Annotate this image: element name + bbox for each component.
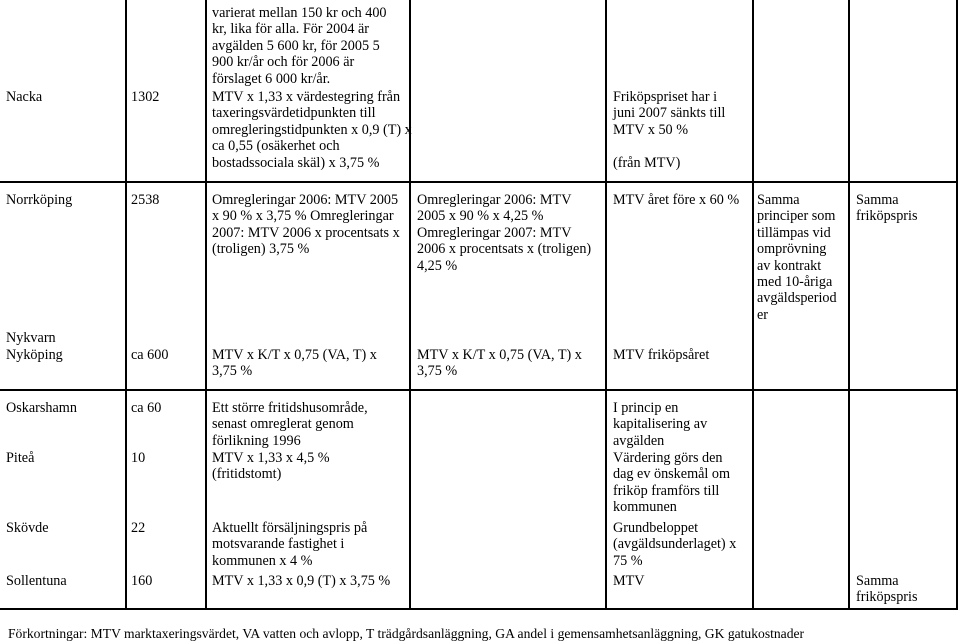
purchase-nacka-note: (från MTV) (613, 155, 681, 171)
purchase-nacka: Friköpspriset har i juni 2007 sänkts till MTV x 50 % (613, 89, 726, 138)
rule-norrkoping-2: Omregleringar 2006: MTV 2005 x 90 % x 4,25 % Omregleringar 2007: MTV 2006 x procentsats x (troligen) 4,25 % (417, 192, 592, 274)
grid-line-right (956, 0, 958, 610)
municipality-skovde: Skövde (6, 520, 49, 536)
municipality-pitea: Piteå (6, 450, 35, 466)
purchase-pitea: Värdering görs den dag ev önskemål om friköp framförs till kommunen (613, 450, 731, 516)
municipality-nykoping: Nyköping (6, 347, 63, 363)
purchase-nykoping: MTV friköpsåret (613, 347, 710, 363)
rule-skovde: Aktuellt försäljningspris på motsvarande fastighet i kommunen x 4 % (212, 520, 368, 569)
grid-line-row2 (0, 389, 958, 391)
continued-cell-text: varierat mellan 150 kr och 400 kr, lika för alla. För 2004 är avgälden 5 600 kr, för 2005 5 900 kr/år och för 2006 är förslaget 6 000 kr/år. (212, 5, 387, 87)
area-nacka: 1302 (131, 89, 160, 105)
purchase-oskarshamn: I princip en kapitalisering av avgälden (613, 400, 708, 449)
municipality-sollentuna: Sollentuna (6, 573, 67, 589)
grid-line-row1 (0, 181, 958, 183)
grid-line-col2 (205, 0, 207, 610)
area-sollentuna: 160 (131, 573, 153, 589)
price-norrkoping: Samma friköpspris (856, 192, 918, 225)
purchase-norrkoping: MTV året före x 60 % (613, 192, 740, 208)
purchase-skovde: Grundbeloppet (avgäldsunderlaget) x 75 % (613, 520, 737, 569)
grid-line-col1 (125, 0, 127, 610)
rule-pitea: MTV x 1,33 x 4,5 % (fritidstomt) (212, 450, 330, 483)
rule-oskarshamn: Ett större fritidshusområde, senast omreglerat genom förlikning 1996 (212, 400, 368, 449)
purchase-sollentuna: MTV (613, 573, 645, 589)
abbreviations-footnote: Förkortningar: MTV marktaxeringsvärdet, VA vatten och avlopp, T trädgårdsanläggning, GA andel i gemensamhetsanläggning, GK gatukostnader (8, 626, 805, 641)
municipality-nacka: Nacka (6, 89, 43, 105)
rule-nykoping: MTV x K/T x 0,75 (VA, T) x 3,75 % (212, 347, 377, 380)
price-sollentuna: Samma friköpspris (856, 573, 918, 606)
grid-line-bottom (0, 608, 958, 610)
municipality-norrkoping: Norrköping (6, 192, 73, 208)
grid-line-col6 (848, 0, 850, 610)
area-oskarshamn: ca 60 (131, 400, 162, 416)
grid-line-col5 (752, 0, 754, 610)
rule-nykoping-2: MTV x K/T x 0,75 (VA, T) x 3,75 % (417, 347, 582, 380)
area-pitea: 10 (131, 450, 146, 466)
rule-norrkoping: Omregleringar 2006: MTV 2005 x 90 % x 3,75 % Omregleringar 2007: MTV 2006 x procentsats x (troligen) 3,75 % (212, 192, 400, 258)
grid-line-col4 (605, 0, 607, 610)
municipality-oskarshamn: Oskarshamn (6, 400, 77, 416)
principle-norrkoping: Samma principer som tillämpas vid omprövning av kontrakt med 10-åriga avgäldsperiod er (757, 192, 837, 323)
rule-sollentuna: MTV x 1,33 x 0,9 (T) x 3,75 % (212, 573, 391, 589)
area-nykoping: ca 600 (131, 347, 169, 363)
rule-nacka: MTV x 1,33 x värdestegring från taxeringsvärdetidpunkten till omregleringstidpunkten x 0,9 (T) x ca 0,55 (osäkerhet och bostadssociala skäl) x 3,75 % (212, 89, 412, 171)
area-norrkoping: 2538 (131, 192, 160, 208)
municipality-nykvarn: Nykvarn (6, 330, 56, 346)
area-skovde: 22 (131, 520, 146, 536)
